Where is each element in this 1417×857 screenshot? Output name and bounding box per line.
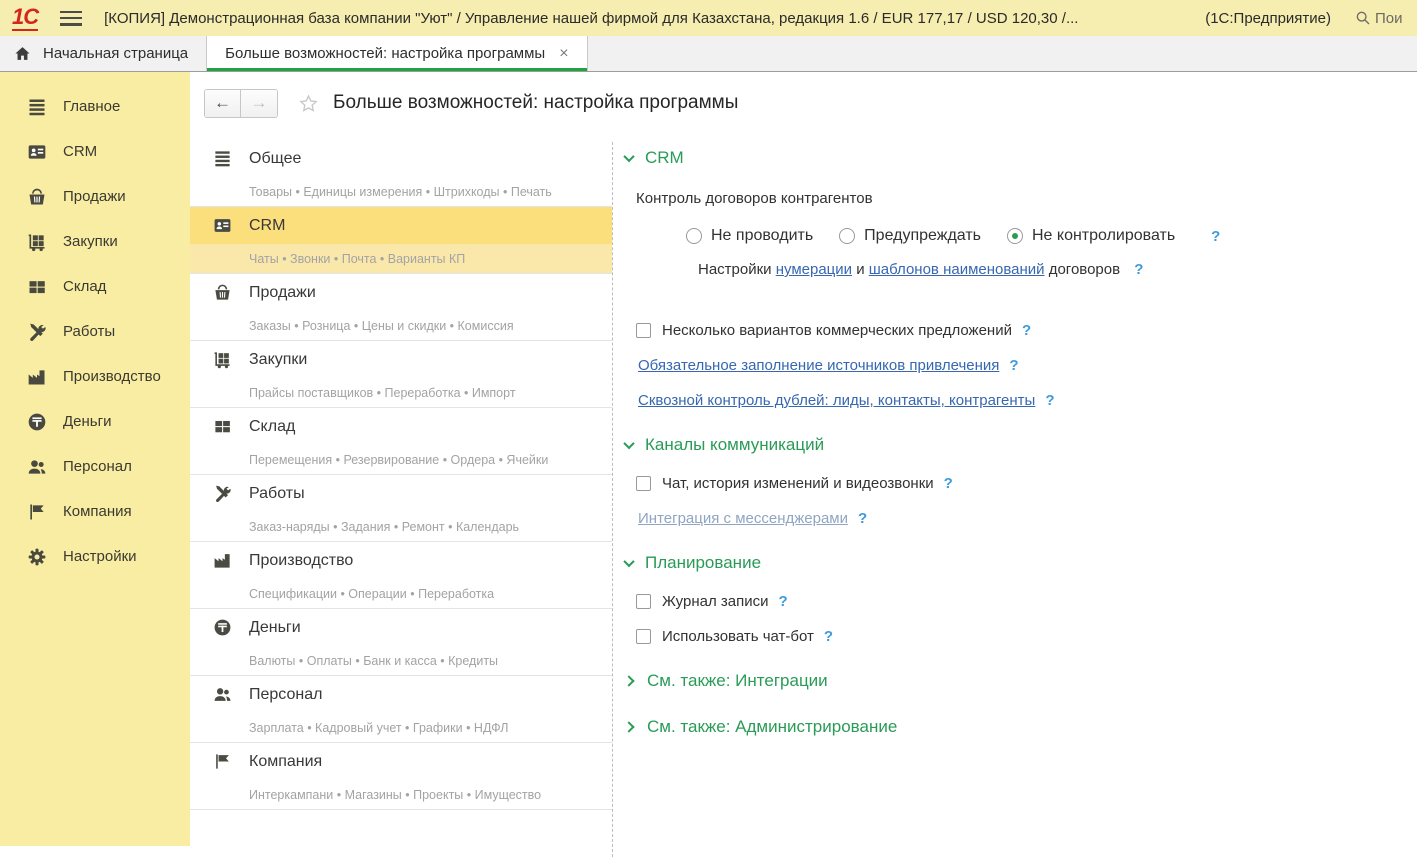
window-title: [КОПИЯ] Демонстрационная база компании "Уют" / Управление нашей фирмой для Казахстана, редакция 1.6 / EUR 177,17 / USD 120,30 /... [104, 9, 1079, 27]
nav-group-subtitle: Перемещения • Резервирование • Ордера • Ячейки [249, 452, 549, 467]
nav-group-zakupki[interactable]: Закупки Прайсы поставщиков • Переработка • Импорт [190, 341, 612, 408]
checkbox-journal[interactable]: Журнал записи ? [636, 593, 1397, 610]
contracts-control-radio-group [686, 227, 1397, 245]
1c-logo: 1С [12, 3, 39, 29]
radio-circle-selected[interactable] [1007, 228, 1023, 244]
tab-bar [0, 36, 1417, 72]
flag-icon [27, 502, 47, 522]
nav-group-subtitle: Заказ-наряды • Задания • Ремонт • Календарь [249, 519, 520, 534]
checkbox-box[interactable] [636, 629, 651, 644]
factory-icon [27, 367, 47, 387]
chevron-right-icon [623, 721, 634, 732]
nav-group-personal[interactable]: Персонал Зарплата • Кадровый учет • Графики • НДФЛ [190, 676, 612, 743]
menu-lines-icon [213, 149, 232, 168]
contracts-control-label: Контроль договоров контрагентов [636, 190, 873, 207]
coin-icon [27, 412, 47, 432]
flag-icon [213, 752, 232, 771]
tools-icon [213, 484, 232, 503]
page-title: Больше возможностей: настройка программы [333, 92, 739, 113]
nav-group-prodazhi[interactable]: Продажи Заказы • Розница • Цены и скидки • Комиссия [190, 274, 612, 341]
section-crm[interactable]: CRM [623, 148, 1397, 168]
section-see-also-administration[interactable]: См. также: Администрирование [623, 717, 1397, 737]
favorite-star-icon[interactable] [298, 93, 319, 114]
nav-group-obshchee[interactable]: Общее Товары • Единицы измерения • Штрихкоды • Печать [190, 140, 612, 207]
messengers-integration-row [638, 510, 1397, 527]
app-name: (1С:Предприятие) [1205, 9, 1331, 27]
global-search[interactable] [1355, 10, 1407, 27]
attraction-sources-link[interactable]: Обязательное заполнение источников привлечения [638, 357, 1000, 374]
menu-lines-icon [27, 97, 47, 117]
forward-button[interactable]: → [241, 90, 277, 117]
help-icon[interactable]: ? [943, 475, 953, 492]
nav-group-raboty[interactable]: Работы Заказ-наряды • Задания • Ремонт • Календарь [190, 475, 612, 542]
settings-panel [613, 134, 1417, 857]
people-icon [27, 457, 47, 477]
grid-icon [213, 417, 232, 436]
help-icon[interactable]: ? [1009, 357, 1019, 374]
chevron-down-icon [623, 556, 634, 567]
sidebar-item-dengi[interactable]: Деньги [0, 399, 190, 444]
checkbox-box[interactable] [636, 594, 651, 609]
nav-group-dengi[interactable]: Деньги Валюты • Оплаты • Банк и касса • Кредиты [190, 609, 612, 676]
search-label: Пои [1375, 9, 1403, 27]
contracts-numbering-line: Настройки нумерации и шаблонов наименований договоров ? [698, 261, 1144, 278]
home-icon [14, 45, 31, 62]
messengers-integration-link[interactable]: Интеграция с мессенджерами [638, 510, 848, 527]
sidebar-item-nastroyki[interactable]: Настройки [0, 534, 190, 579]
help-icon[interactable]: ? [1021, 322, 1032, 339]
nav-group-crm[interactable]: CRM Чаты • Звонки • Почта • Варианты КП [190, 207, 612, 274]
close-tab-icon[interactable]: × [559, 44, 569, 62]
tab-label: Начальная страница [43, 45, 189, 62]
checkbox-box[interactable] [636, 323, 651, 338]
numbering-link[interactable]: нумерации [775, 261, 853, 278]
sidebar-item-crm[interactable]: CRM [0, 129, 190, 174]
sidebar-item-kompaniya[interactable]: Компания [0, 489, 190, 534]
nav-group-kompaniya[interactable]: Компания Интеркампани • Магазины • Проекты • Имущество [190, 743, 612, 810]
factory-icon [213, 551, 232, 570]
page-header [190, 72, 1417, 134]
nav-group-subtitle: Зарплата • Кадровый учет • Графики • НДФЛ [249, 720, 509, 735]
help-icon[interactable]: ? [1211, 227, 1221, 245]
tools-icon [27, 322, 47, 342]
contact-card-icon [27, 142, 47, 162]
search-icon [1355, 10, 1371, 26]
basket-icon [213, 283, 232, 302]
tab-more-features[interactable] [206, 36, 587, 71]
help-icon[interactable]: ? [857, 510, 868, 527]
section-planning[interactable]: Планирование [623, 553, 1397, 573]
help-icon[interactable]: ? [778, 593, 788, 610]
help-icon[interactable]: ? [1134, 261, 1144, 278]
nav-group-subtitle: Валюты • Оплаты • Банк и касса • Кредиты [249, 653, 499, 668]
radio-preduprezhdat[interactable]: Предупреждать [839, 227, 981, 245]
nav-group-subtitle: Заказы • Розница • Цены и скидки • Комиссия [249, 318, 514, 333]
tab-label: Больше возможностей: настройка программы [225, 45, 546, 62]
sidebar-item-sklad[interactable]: Склад [0, 264, 190, 309]
nav-group-sklad[interactable]: Склад Перемещения • Резервирование • Ордера • Ячейки [190, 408, 612, 475]
nav-group-subtitle: Чаты • Звонки • Почта • Варианты КП [190, 244, 612, 273]
chevron-down-icon [623, 438, 634, 449]
gear-icon [27, 547, 47, 567]
sidebar-item-glavnoe[interactable]: Главное [0, 84, 190, 129]
nav-group-subtitle: Прайсы поставщиков • Переработка • Импорт [249, 385, 516, 400]
help-icon[interactable]: ? [823, 628, 834, 645]
chevron-right-icon [623, 675, 634, 686]
checkbox-chat-history-video[interactable]: Чат, история изменений и видеозвонки ? [636, 475, 1397, 492]
section-see-also-integrations[interactable]: См. также: Интеграции [623, 671, 1397, 691]
checkbox-chatbot[interactable]: Использовать чат-бот ? [636, 628, 1397, 645]
contact-card-icon [213, 216, 232, 235]
cart-icon [27, 232, 47, 252]
main-menu-icon[interactable] [60, 11, 82, 26]
nav-group-proizvodstvo[interactable]: Производство Спецификации • Операции • Переработка [190, 542, 612, 609]
sidebar-item-prodazhi[interactable]: Продажи [0, 174, 190, 219]
basket-icon [27, 187, 47, 207]
settings-nav-list [190, 134, 612, 857]
coin-icon [213, 618, 232, 637]
titlebar [0, 0, 1417, 36]
people-icon [213, 685, 232, 704]
attraction-sources-row [638, 357, 1397, 374]
nav-group-subtitle: Интеркампани • Магазины • Проекты • Имущество [249, 787, 542, 802]
cart-icon [213, 350, 232, 369]
name-templates-link[interactable]: шаблонов наименований [868, 261, 1045, 278]
sidebar-item-raboty[interactable]: Работы [0, 309, 190, 354]
sidebar-item-zakupki[interactable]: Закупки [0, 219, 190, 264]
duplicates-control-row [638, 392, 1397, 409]
nav-group-subtitle: Спецификации • Операции • Переработка [249, 586, 495, 601]
grid-icon [27, 277, 47, 297]
help-icon[interactable]: ? [1045, 392, 1055, 409]
radio-ne-provodit[interactable]: Не проводить [686, 227, 813, 245]
radio-circle[interactable] [839, 228, 855, 244]
section-sidebar [0, 72, 190, 857]
checkbox-commercial-offers[interactable]: Несколько вариантов коммерческих предложений ? [636, 322, 1397, 339]
chevron-down-icon [623, 151, 634, 162]
radio-ne-kontrolirovat[interactable]: Не контролировать [1007, 227, 1175, 245]
radio-circle[interactable] [686, 228, 702, 244]
tab-home-page[interactable] [0, 36, 206, 71]
duplicates-control-link[interactable]: Сквозной контроль дублей: лиды, контакты, контрагенты [638, 392, 1036, 409]
sidebar-item-proizvodstvo[interactable]: Производство [0, 354, 190, 399]
nav-group-subtitle: Товары • Единицы измерения • Штрихкоды • Печать [249, 184, 552, 199]
checkbox-box[interactable] [636, 476, 651, 491]
section-communication-channels[interactable]: Каналы коммуникаций [623, 435, 1397, 455]
sidebar-item-personal[interactable]: Персонал [0, 444, 190, 489]
back-button[interactable]: ← [205, 90, 241, 117]
